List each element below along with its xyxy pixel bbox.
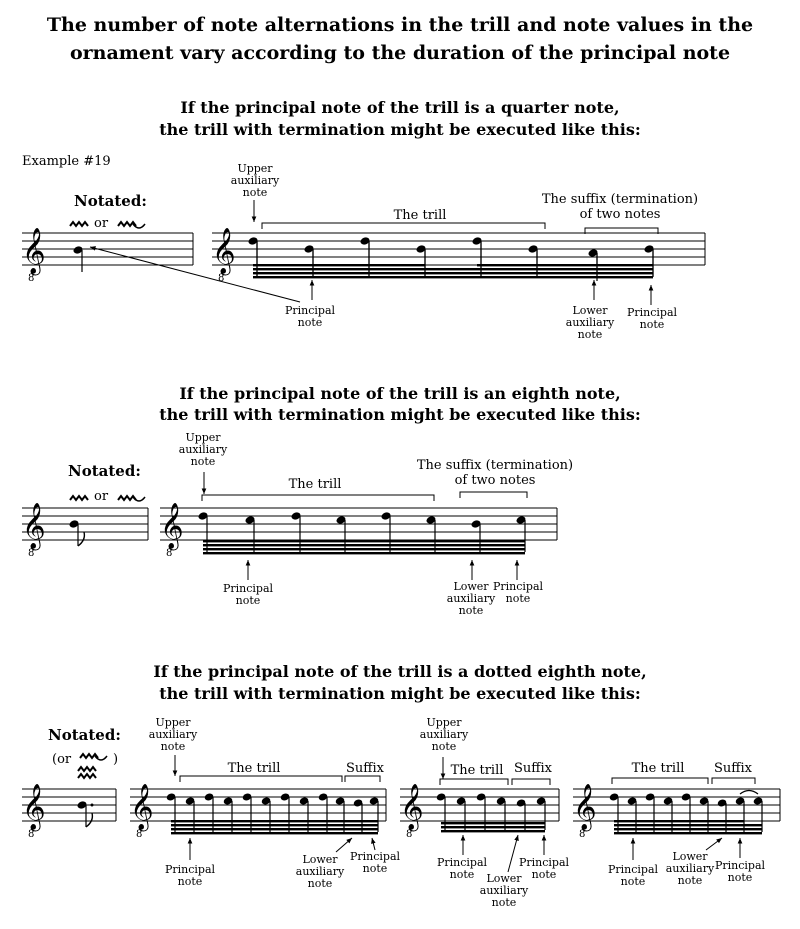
octave-8-mark: 8 [28,829,35,840]
trill-bracket-1 [262,223,545,229]
suffix-label-2: The suffix (termination) of two notes [416,458,574,488]
upper-aux-label-2: Upper auxiliary note [178,431,228,468]
treble-clef-icon: 𝄞 [22,228,46,274]
example-label: Example #19 [22,154,111,169]
eighth-flag [86,813,92,827]
trill-label-3b: The trill [450,763,504,778]
close-paren-label: ) [113,752,119,767]
suffix-bracket-2 [460,492,527,498]
principal-pointer [90,247,300,302]
principal2-label-3b: Principal note [518,856,570,881]
beam-1-inner [477,264,653,266]
principal-label-3a: Principal note [164,863,216,888]
section3-heading-line2: the trill with termination might be executed like this: [159,684,641,703]
lower-aux-label-3b: Lower auxiliary note [479,872,529,909]
principal-label-3c: Principal note [607,863,659,888]
section1-heading-line2: the trill with termination might be executed like this: [159,120,641,139]
octave-8-mark: 8 [136,829,143,840]
principal-label-2: Principal note [222,582,274,607]
arrow-head-icon [461,835,466,841]
beam-1 [253,276,653,278]
beam-3b [441,822,545,824]
beam-3a [171,820,378,822]
lower-aux-label-2: Lower auxiliary note [446,580,496,617]
trill-bracket-3c [612,778,708,784]
treble-clef-icon: 𝄞 [212,228,236,274]
arrow-head-icon [246,560,251,566]
beam-2 [203,544,525,546]
suffix-label-3c: Suffix [713,761,752,776]
beam-3a [171,824,378,826]
or-label-2: or [94,489,109,504]
arrow-head-icon [470,560,475,566]
suffix-bracket-3b [512,779,550,785]
arrow-head-icon [649,285,654,291]
beam-3c-inner [614,820,744,822]
trill-bracket-3a [180,776,342,782]
principal2-label-3a: Principal note [349,850,401,875]
section1-heading-line1: If the principal note of the trill is a quarter note, [180,98,620,117]
beam-3c [614,828,762,830]
arrow-head-icon [631,838,636,844]
lower-aux-label-1: Lower auxiliary note [565,304,615,341]
lower-aux-arrow-3b [508,835,518,872]
octave-8-mark: 8 [406,829,413,840]
octave-8-mark: 8 [218,273,225,284]
or-paren-label: (or [52,752,72,767]
trill-icon [70,222,88,226]
upper-aux-label-3b: Upper auxiliary note [419,716,469,753]
arrow-head-icon [542,835,547,841]
principal2-label-3c: Principal note [714,859,766,884]
treble-clef-icon: 𝄞 [400,784,424,830]
arrow-head-icon [441,773,446,779]
arrow-head-icon [188,838,193,844]
treble-clef-icon: 𝄞 [160,503,184,549]
beam-2 [203,552,525,554]
beam-3a [171,828,378,830]
page-title-line1: The number of note alternations in the trill and note values in the [46,14,754,36]
beam-2 [203,548,525,550]
arrow-head-icon [716,838,722,843]
principal2-label-1: Principal note [626,306,678,331]
arrow-head-icon [592,280,597,286]
beam-2 [203,540,525,542]
suffix-bracket-3c [712,778,755,784]
lower-aux-label-3a: Lower auxiliary note [295,853,345,890]
treble-clef-icon: 𝄞 [573,784,597,830]
suffix-label-3b: Suffix [513,761,552,776]
section3-heading-line1: If the principal note of the trill is a dotted eighth note, [153,662,647,681]
trill-label-2: The trill [288,477,342,492]
suffix-label-3a: Suffix [345,761,384,776]
beam-1 [253,268,653,270]
treble-clef-icon: 𝄞 [22,503,46,549]
beam-3a [171,832,378,834]
suffix-bracket-3a [345,776,380,782]
trill-icon [70,496,88,500]
beam-1-inner [253,264,425,266]
arrow-head-icon [515,560,520,566]
octave-8-mark: 8 [28,548,35,559]
principal-label-3b: Principal note [436,856,488,881]
eighth-flag [78,532,84,546]
beam-3c [614,824,762,826]
trill-icon [78,774,96,778]
tie-mark [740,791,758,795]
suffix-label-1: The suffix (termination) of two notes [541,192,699,222]
upper-aux-label-1: Upper auxiliary note [230,162,280,199]
trill-icon [78,767,96,771]
beam-1 [253,272,653,274]
arrow-head-icon [310,280,315,286]
arrow-head-icon [738,838,743,844]
beam-3b [441,830,545,832]
trill-label-3a: The trill [227,761,281,776]
octave-8-mark: 8 [28,273,35,284]
upper-aux-label-3a: Upper auxiliary note [148,716,198,753]
trill-label-3c: The trill [631,761,685,776]
beam-3c [614,832,762,834]
section2-heading-line2: the trill with termination might be executed like this: [159,405,641,424]
arrow-head-icon [252,216,257,222]
lower-aux-label-3c: Lower auxiliary note [665,850,715,887]
trill-label-1: The trill [393,208,447,223]
notated-label-3: Notated: [48,726,121,744]
page-title-line2: ornament vary according to the duration of the principal note [69,42,731,64]
dot-mark [91,804,94,807]
trill-bracket-3b [440,779,508,785]
arrow-head-icon [173,770,178,776]
principal-label-1: Principal note [284,304,336,329]
beam-3b [441,826,545,828]
notated-label-1: Notated: [74,192,147,210]
or-label-1: or [94,216,109,231]
treble-clef-icon: 𝄞 [130,784,154,830]
principal2-label-2: Principal note [492,580,544,605]
trill-bracket-2 [202,495,434,501]
octave-8-mark: 8 [579,829,586,840]
section2-heading-line1: If the principal note of the trill is an eighth note, [179,384,621,403]
treble-clef-icon: 𝄞 [22,784,46,830]
arrow-head-icon [202,488,207,494]
octave-8-mark: 8 [166,548,173,559]
notated-label-2: Notated: [68,462,141,480]
